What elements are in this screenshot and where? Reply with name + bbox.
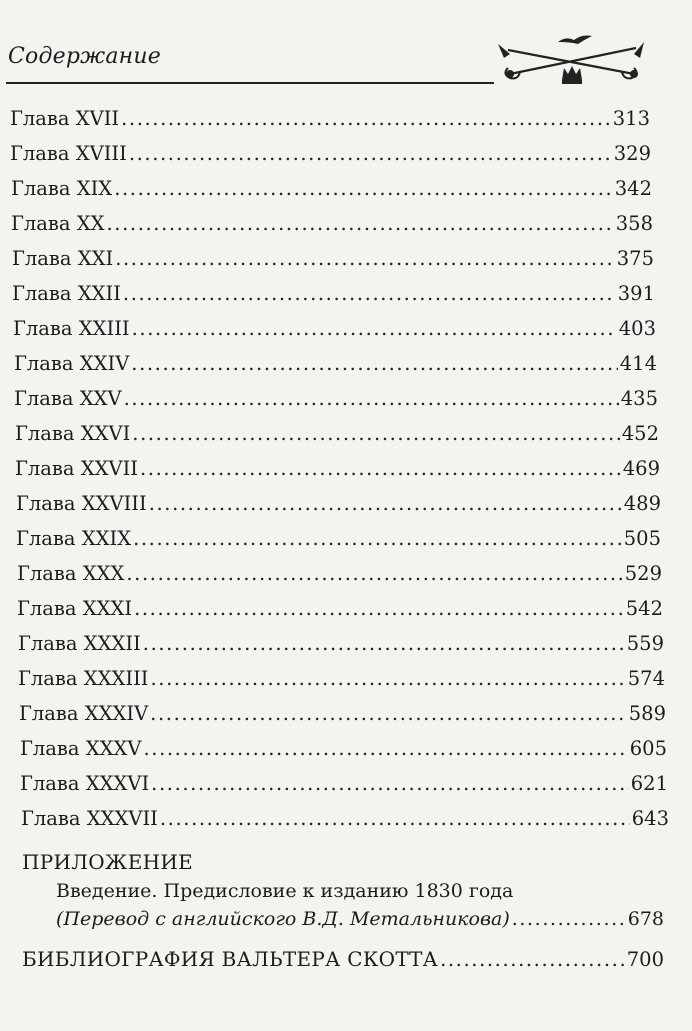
- toc-entry-page: 329: [613, 142, 651, 165]
- leader-dots: [132, 314, 617, 344]
- toc-entry: [20, 769, 668, 799]
- toc-entry-label: Глава XXXVI: [20, 772, 150, 795]
- running-title: Содержание: [8, 44, 161, 69]
- toc-entry-page: 313: [612, 107, 650, 130]
- toc-entry: [14, 349, 657, 379]
- toc-entry: [12, 279, 655, 309]
- leader-dots: [151, 769, 629, 799]
- toc-entry-label: Глава XXXI: [17, 597, 133, 620]
- leader-dots: [131, 349, 617, 379]
- toc-entry-page: 505: [623, 527, 661, 550]
- leader-dots: [143, 629, 625, 659]
- leader-dots: [114, 174, 613, 204]
- toc-entry-label: Глава XXXV: [20, 737, 142, 760]
- leader-dots: [512, 904, 626, 934]
- toc-entry: [13, 314, 656, 344]
- toc-entry-label: Глава XXII: [12, 282, 121, 305]
- toc-entry: [15, 419, 659, 449]
- toc-entry: [22, 944, 664, 974]
- toc-entry-label: Глава XXIII: [13, 317, 130, 340]
- toc-entry-page: 643: [631, 807, 669, 830]
- toc-entry: [18, 664, 665, 694]
- toc-entry-page: 574: [627, 667, 665, 690]
- toc-entry: [17, 594, 663, 624]
- leader-dots: [140, 454, 621, 484]
- toc-entry-label: Глава XXV: [14, 387, 122, 410]
- toc-entry-label: Глава XXIX: [16, 527, 132, 550]
- toc-entry-page: 589: [628, 702, 666, 725]
- toc-entry-label: Глава XX: [11, 212, 105, 235]
- leader-dots: [149, 489, 622, 519]
- toc-entry-label: Глава XXVII: [15, 457, 138, 480]
- toc-entry-page: 489: [623, 492, 661, 515]
- leader-dots: [134, 594, 624, 624]
- toc-entry: [10, 139, 651, 169]
- leader-dots: [129, 139, 612, 169]
- appendix-translator: (Перевод с английского В.Д. Метальникова): [56, 908, 510, 930]
- toc-entry: [10, 104, 650, 134]
- toc-entry: [21, 804, 669, 834]
- toc-entry: [15, 454, 660, 484]
- leader-dots: [121, 104, 611, 134]
- leader-dots: [126, 559, 622, 589]
- leader-dots: [123, 279, 616, 309]
- toc-entry-label: Глава XIX: [11, 177, 113, 200]
- appendix-intro-title: Введение. Предисловие к изданию 1830 года: [56, 880, 514, 902]
- toc-entry-label: Глава XXXIII: [18, 667, 149, 690]
- appendix-heading: ПРИЛОЖЕНИЕ: [22, 850, 193, 874]
- toc-entry-label: Глава XXVIII: [16, 492, 147, 515]
- toc-entry: [11, 209, 653, 239]
- toc-entry-page: 391: [617, 282, 655, 305]
- leader-dots: [133, 524, 622, 554]
- leader-dots: [160, 804, 630, 834]
- toc-entry-label: Глава XXVI: [15, 422, 131, 445]
- toc-entry-page: 358: [615, 212, 653, 235]
- toc-entry-label: Глава XXXVII: [21, 807, 158, 830]
- toc-entry: [11, 174, 652, 204]
- toc-entry: [12, 244, 654, 274]
- toc-entry: [16, 524, 661, 554]
- toc-entry-page: 542: [625, 597, 663, 620]
- leader-dots: [124, 384, 619, 414]
- toc-entry: [18, 629, 664, 659]
- toc-entry-label: Глава XVIII: [10, 142, 127, 165]
- toc-entry-label: Глава XXXII: [18, 632, 141, 655]
- toc-entry-label: Глава XXIV: [14, 352, 130, 375]
- toc-entry-page: 403: [618, 317, 656, 340]
- toc-entry-page: 375: [616, 247, 654, 270]
- leader-dots: [143, 734, 627, 764]
- leader-dots: [440, 945, 625, 975]
- toc-entry-page: 529: [624, 562, 662, 585]
- toc-entry-page: 605: [629, 737, 667, 760]
- toc-entry: [14, 384, 658, 414]
- toc-entry-label: Глава XXX: [17, 562, 125, 585]
- toc-entry: [56, 904, 664, 934]
- toc-entry-page: 435: [620, 387, 658, 410]
- toc-entry-page: 414: [619, 352, 657, 375]
- leader-dots: [115, 244, 615, 274]
- toc-entry: [19, 699, 666, 729]
- leader-dots: [150, 699, 627, 729]
- toc-entry-page: 700: [626, 948, 664, 971]
- leader-dots: [150, 664, 625, 694]
- toc-entry-page: 452: [621, 422, 659, 445]
- leader-dots: [132, 419, 619, 449]
- toc-entry-label: Глава XXI: [12, 247, 114, 270]
- toc-entry: [17, 559, 662, 589]
- toc-entry-label: Глава XVII: [10, 107, 120, 130]
- toc-entry-page: 342: [614, 177, 652, 200]
- toc-entry-page: 469: [622, 457, 660, 480]
- crossed-swords-crown-icon: [494, 28, 650, 88]
- toc-entry-page: 559: [626, 632, 664, 655]
- bibliography-heading: БИБЛИОГРАФИЯ ВАЛЬТЕРА СКОТТА: [22, 947, 439, 971]
- toc-entry: [16, 489, 661, 519]
- toc-entry-label: Глава XXXIV: [19, 702, 149, 725]
- leader-dots: [107, 209, 614, 239]
- header-rule: [6, 82, 494, 84]
- toc-entry: [20, 734, 667, 764]
- toc-entry-page: 621: [630, 772, 668, 795]
- toc-entry-page: 678: [627, 908, 664, 930]
